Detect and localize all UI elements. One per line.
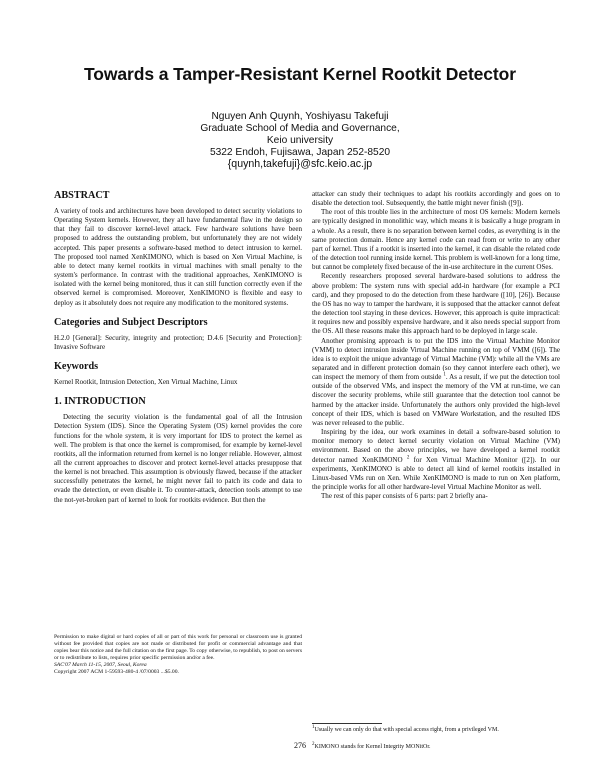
intro-p5-part-a: Inspiring by the idea, our work examines in detail a software-based solution to monitor memory to detect kernel security violation on Virtual Machine (VM) environment. Based on the above principles, we have developed a kernel rootkit detector named XenKIMONO <box>312 428 560 464</box>
footnote-1-text: Usually we can only do that with special access right, from a privileged VM. <box>314 727 499 733</box>
keywords-heading: Keywords <box>54 361 99 373</box>
introduction-heading: 1. INTRODUCTION <box>54 396 146 408</box>
intro-p5-part-b: for Xen Virtual Machine Monitor ([2]). In our experiments, XenKIMONO is able to detect all kind of kernel rootkits installed in Linux-based VMs run on Xen. While XenKIMONO is made to run on Xen platform, the principle works for all other hardware-level Virtual Machine Monitor as well. <box>312 455 560 491</box>
categories-text: H.2.0 [General]: Security, integrity and protection; D.4.6 [Security and Protection]: Invasive Software <box>54 333 302 351</box>
intro-paragraph-3: Recently researchers proposed several hardware-based solutions to address the above problem: The system runs with special add-in hardware (for example a PCI card), and they proposed to do the detection from these hardware ([10], [26]). Because the OS has no way to tamper the hardware, it is supposed that the attacker cannot defeat the detection tool staying in these devices. However, this approach is quite impractical: it requires new and possibly expensive hardware, and it also needs special support from the OS. All these reasons make this approach hard to be deployed in large scale. <box>312 272 560 336</box>
intro-paragraph-6: The rest of this paper consists of 6 parts: part 2 briefly ana- <box>321 492 488 501</box>
authors: Nguyen Anh Quynh, Yoshiyasu Takefuji <box>211 111 389 122</box>
abstract-text: A variety of tools and architectures have been developed to detect security violations to Operating System kernels. However, they all have fundamental flaw in the design so that they fail to discover kernel-level attack. Few hardware solutions have been proposed to address the outstanding problem, but unfortunately they are not widely accepted. This paper presents a software-based method to detect intrusion to kernel. The proposed tool named XenKIMONO, which is based on Xen Virtual Machine, is able to detect many kernel rootkits in virtual machines with small penalty to the system's performance. In contrast with the traditional approaches, XenKIMONO is isolated with the kernel being monitored, thus it can still function correctly even if the observed kernel is compromised. Moreover, XenKIMONO is flexible and easy to deploy as it absolutely does not require any modification to the monitored systems. <box>54 207 302 307</box>
footnote-rule <box>312 723 382 724</box>
intro-p4-part-a: Another promising approach is to put the IDS into the Virtual Machine Monitor (VMM) to detect intrusion inside Virtual Machine running on top of VMM ([6]). The idea is to exploit the unique advantage of Virtual Machine (VM): while all the VMs are separated and in different protection domain (so they cannot interfere each other), we can inspect the memory of them from outside <box>312 336 560 382</box>
venue: SAC'07 March 11-15, 2007, Seoul, Korea <box>54 662 147 669</box>
page-number: 276 <box>294 741 306 750</box>
keywords-text: Kernel Rootkit, Intrusion Detection, Xen Virtual Machine, Linux <box>54 378 238 387</box>
footnote-ref-1: 1 <box>443 372 446 378</box>
intro-paragraph-continued: attacker can study their techniques to adapt his rootkits accordingly and goes on to disable the detection tool. Subsequently, the battle might never finish ([9]). <box>312 190 560 208</box>
abstract-heading: ABSTRACT <box>54 190 110 201</box>
footnote-1-mark: 1 <box>312 725 315 730</box>
affiliation-line-2: Keio university <box>266 135 334 146</box>
introduction-paragraph-1: Detecting the security violation is the fundamental goal of all the Intrusion Detection System (IDS). Since the Operating System (OS) kernel provides the core functions for the whole system, it is very important for IDS to protect the kernel as well. The problem is that once the kernel is compromised, for example by kernel-level rootkits, all the information returned from kernel is no longer reliable. However, almost all the current approaches to discover and protect kernel-level attacks presuppose that the kernel is not breached. This assumption is obviously flawed, because if the attacker successfully penetrates the kernel, he might never fail to patch its code and data to evade the detection, or even disable it. To counter-attack, detection tools attempt to use the not-yet-broken part of kernel to look for rootkits evidence. But then the <box>54 413 302 504</box>
intro-paragraph-4 <box>312 337 560 429</box>
intro-p4-part-b: . As a result, if we put the detection tool outside of the observed VMs, and inspect the memory of the VM at run-time, we can discover the security problems, while still guarantee that the detection tool cannot be harmed by the attacker inside. Unfortunately the authors only provided the high-level concept of their IDS, which is based on VMWare Workstation, and the resulted IDS was never released to the public. <box>312 373 561 427</box>
email: {quynh,takefuji}@sfc.keio.ac.jp <box>227 158 373 170</box>
footnote-2-mark: 2 <box>312 742 315 747</box>
categories-heading: Categories and Subject Descriptors <box>54 316 208 328</box>
permission-notice <box>54 634 302 676</box>
footnote-1 <box>312 727 560 735</box>
left-column <box>54 190 302 505</box>
intro-paragraph-5 <box>312 428 560 492</box>
address: 5322 Endoh, Fujisawa, Japan 252-8520 <box>209 147 391 158</box>
intro-paragraph-2: The root of this trouble lies in the architecture of most OS kernels: Modern kernels are typically designed in monolithic way, which means it is basically a huge program in a whole. As a result, there is no separation between kernel codes, as everything is in the same protection domain. Hence any kernel code can read from or write to any other part of kernel. Thus if a rootkit is inserted into the kernel, it can disable the related code of the detection tool running inside kernel. This problem is well-known for a long time, but cannot be completely fixed because of the in-use architecture in the current OSes. <box>312 208 560 272</box>
right-column <box>312 190 560 501</box>
paper-title: Towards a Tamper-Resistant Kernel Rootkit Detector <box>84 64 516 84</box>
permission-text: Permission to make digital or hard copies of all or part of this work for personal or classroom use is granted without fee provided that copies are not made or distributed for profit or commercial advantage and that copies bear this notice and the full citation on the first page. To copy otherwise, to republish, to post on servers or to redistribute to lists, requires prior specific permission and/or a fee. <box>54 634 302 662</box>
footnote-ref-2: 2 <box>406 455 410 461</box>
affiliation-line-1: Graduate School of Media and Governance, <box>200 123 400 134</box>
footnote-2-text: KIMONO stands for Kernel Integrity MONitOr. <box>314 744 431 750</box>
copyright: Copyright 2007 ACM 1-59593-480-4 /07/0003 ...$5.00. <box>54 669 179 676</box>
